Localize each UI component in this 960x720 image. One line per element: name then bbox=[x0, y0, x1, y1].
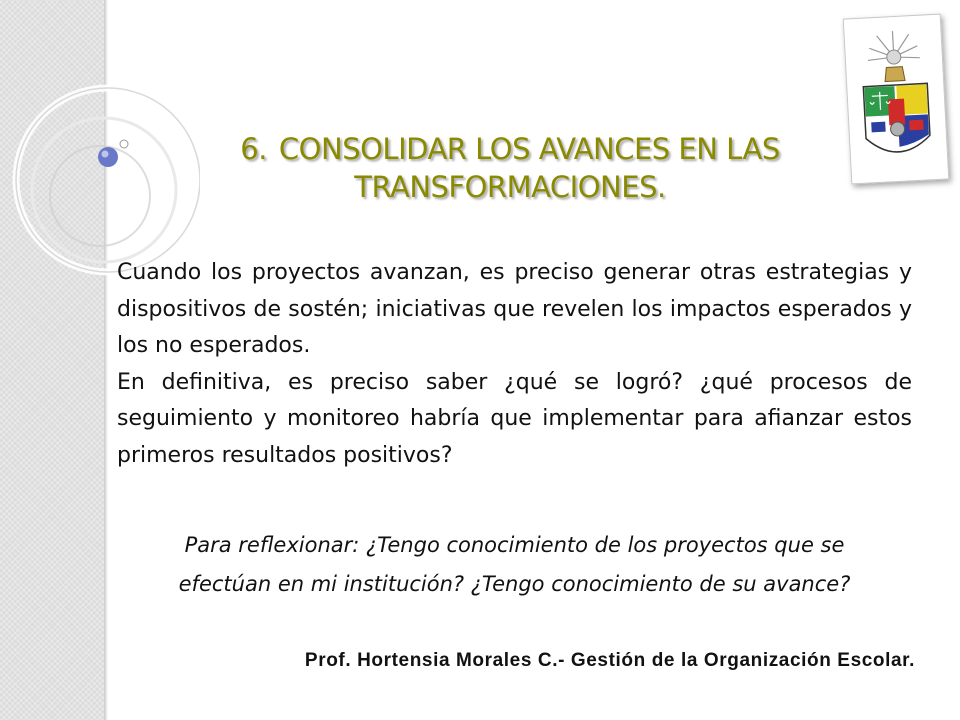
title-number: 6. bbox=[240, 132, 267, 166]
footer-credit: Prof. Hortensia Morales C.- Gestión de la Organización Escolar. bbox=[304, 650, 915, 671]
body-text bbox=[117, 255, 912, 474]
bullet-dot-icon bbox=[98, 147, 118, 167]
small-ring-icon bbox=[120, 140, 128, 148]
slide-title bbox=[130, 130, 890, 206]
reflection-line-2: efectúan en mi institución? ¿Tengo conocimiento de su avance? bbox=[178, 572, 851, 596]
reflection-line-1: Para reflexionar: ¿Tengo conocimiento de los proyectos que se bbox=[184, 533, 845, 557]
title-line-2: TRANSFORMACIONES. bbox=[354, 170, 666, 204]
title-line-1: CONSOLIDAR LOS AVANCES EN LAS bbox=[278, 132, 780, 166]
paragraph-1: Cuando los proyectos avanzan, es preciso generar otras estrategias y dispositivos de sostén; iniciativas que revelen los impactos esperados y los no esperados. bbox=[117, 260, 912, 358]
reflection-question bbox=[117, 526, 912, 604]
paragraph-2: En definitiva, es preciso saber ¿qué se logró? ¿qué procesos de seguimiento y monitoreo habría que implementar para afianzar estos primeros resultados positivos? bbox=[117, 369, 912, 468]
